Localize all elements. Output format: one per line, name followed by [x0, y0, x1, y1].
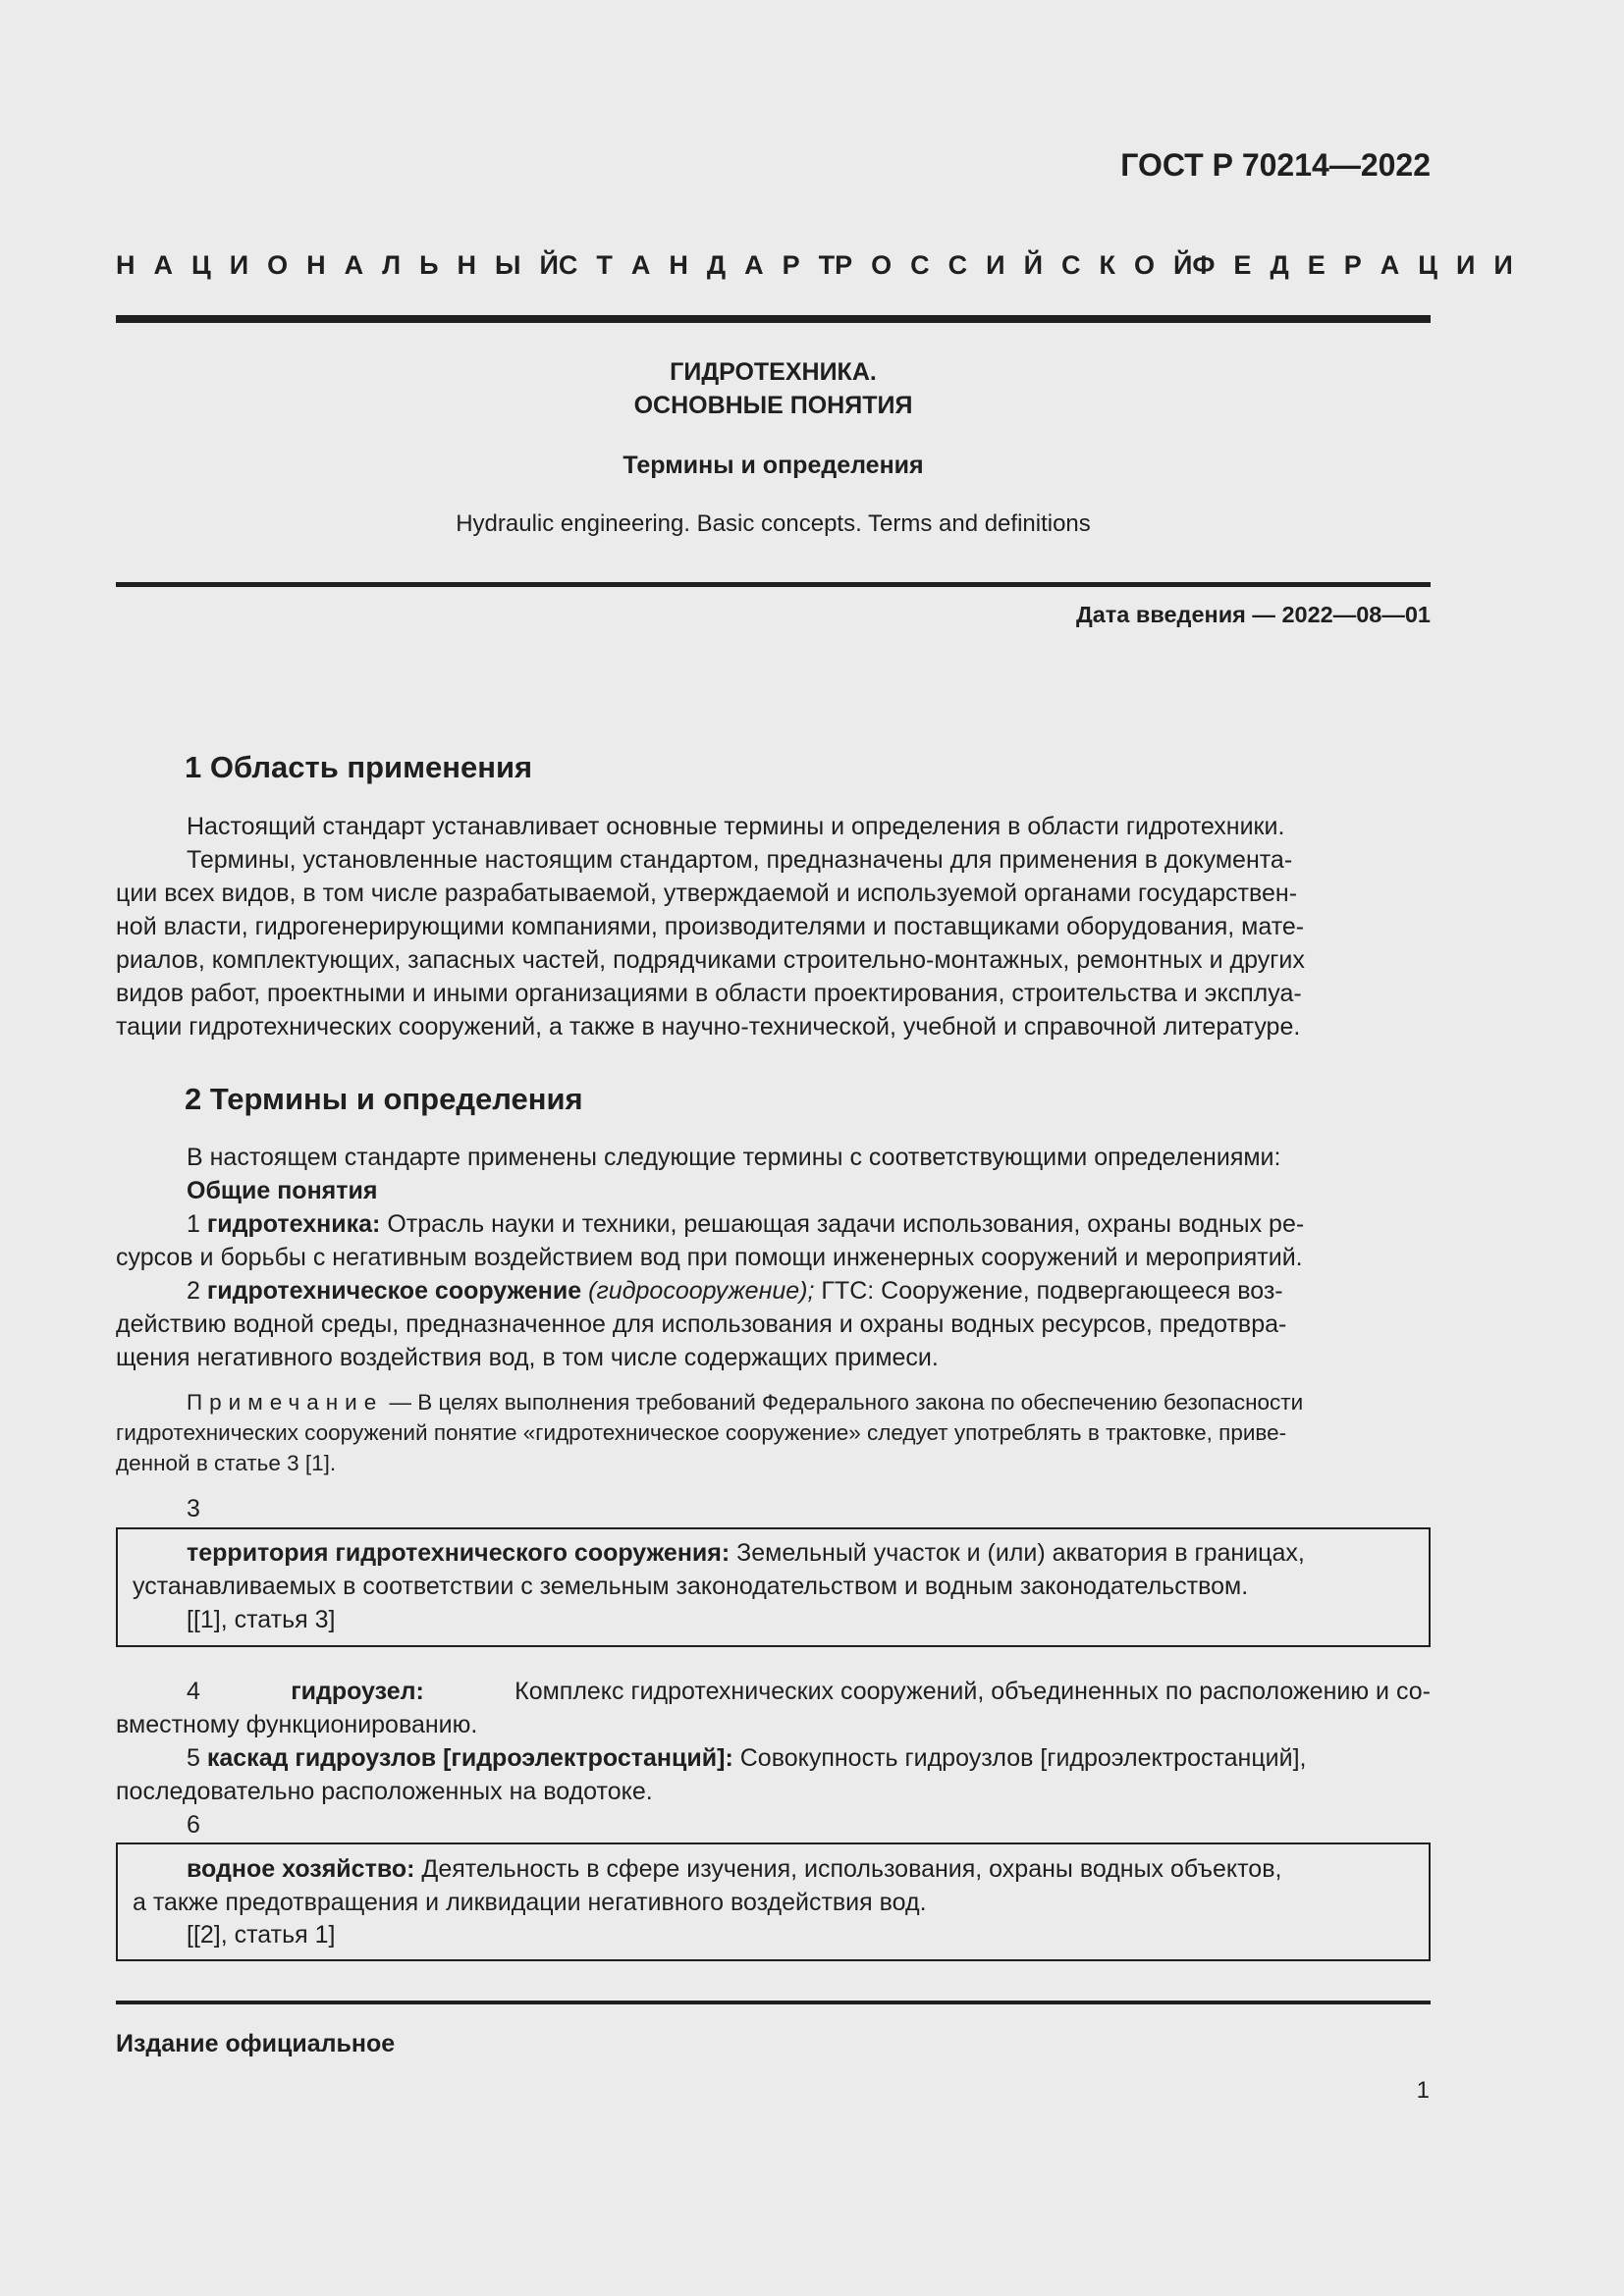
term-definition: Земельный участок и (или) акватория в границах,	[736, 1539, 1305, 1567]
term-6-line-2: а также предотвращения и ликвидации негативного воздействия вод.	[133, 1889, 927, 1916]
banner-letter: С	[910, 250, 930, 280]
banner-word	[1192, 250, 1512, 281]
banner-word	[835, 250, 1192, 281]
banner-letter: Т	[818, 250, 836, 280]
document-code: ГОСТ Р 70214—2022	[1120, 147, 1431, 183]
term-2-line-1	[187, 1274, 1283, 1308]
banner-letter: И	[986, 250, 1005, 280]
term-name: водное хозяйство:	[187, 1855, 415, 1883]
banner-letter: Ц	[1418, 250, 1437, 280]
title-line-1: ГИДРОТЕХНИКА.	[670, 358, 877, 386]
banner-letter: Р	[835, 250, 853, 280]
english-title: Hydraulic engineering. Basic concepts. Terms and definitions	[456, 510, 1091, 537]
banner-letter: С	[1060, 250, 1081, 280]
page-number: 1	[1416, 2077, 1430, 2104]
banner-letter: Ы	[495, 250, 521, 280]
section-1-line: ной власти, гидрогенерирующими компаниями, производителями и поставщиками оборудования, мате-	[116, 913, 1305, 940]
term-number: 4	[187, 1678, 200, 1705]
banner-letter: И	[229, 250, 249, 280]
banner-letter: Й	[1023, 250, 1043, 280]
term-3-line-1	[187, 1536, 1305, 1570]
banner-letter: Ц	[191, 250, 211, 280]
line-text: Термины, установленные настоящим стандартом, предназначены для применения в документа-	[187, 846, 1293, 874]
document-title	[116, 355, 1431, 422]
banner-letter: Й	[1172, 250, 1193, 280]
banner-letter: Л	[382, 250, 402, 280]
term-3-number: 3	[187, 1495, 200, 1522]
banner-letter: А	[344, 250, 364, 280]
national-standard-banner	[116, 250, 1513, 281]
section-2-heading: 2 Термины и определения	[185, 1082, 583, 1116]
section-2-intro: В настоящем стандарте применены следующие термины с соответствующими определениями:	[187, 1144, 1281, 1171]
section-1-line: видов работ, проектными и иными организациями в области проектирования, строительства и эксплуа-	[116, 980, 1302, 1007]
banner-letter: Т	[596, 250, 613, 280]
banner-letter: Ф	[1192, 250, 1216, 280]
banner-letter: Р	[782, 250, 800, 280]
term-1-line-2: сурсов и борьбы с негативным воздействием вод при помощи инженерных сооружений и мероприятий.	[116, 1244, 1303, 1271]
banner-word	[559, 250, 835, 281]
note-line-3: денной в статье 3 [1].	[116, 1451, 337, 1475]
section-1-line	[187, 843, 1431, 877]
title-bottom-rule	[116, 582, 1431, 587]
banner-letter: И	[1493, 250, 1513, 280]
banner-letter: А	[153, 250, 173, 280]
introduction-date: Дата введения — 2022—08—01	[1075, 602, 1431, 627]
term-number: 5	[187, 1744, 200, 1772]
banner-letter: А	[630, 250, 651, 280]
term-name: территория гидротехнического сооружения:	[187, 1539, 731, 1567]
banner-letter: Д	[1270, 250, 1289, 280]
note-label: Примечание	[187, 1390, 384, 1415]
group-heading: Общие понятия	[187, 1177, 378, 1204]
term-definition: Совокупность гидроузлов [гидроэлектростанций],	[739, 1744, 1307, 1772]
term-2-line-2: действию водной среды, предназначенное для использования и охраны водных ресурсов, предотвра-	[116, 1310, 1287, 1338]
note-line-1	[187, 1387, 1303, 1417]
banner-letter: Н	[116, 250, 135, 280]
top-thick-rule	[116, 315, 1431, 323]
banner-letter: А	[744, 250, 764, 280]
term-name: каскад гидроузлов [гидроэлектростанций]:	[206, 1744, 733, 1772]
official-edition-label: Издание официальное	[116, 2030, 396, 2057]
term-name: гидроузел:	[291, 1678, 424, 1705]
term-6-number: 6	[187, 1811, 200, 1839]
section-1-line: ции всех видов, в том числе разрабатываемой, утверждаемой и используемой органами государствен-	[116, 880, 1298, 907]
banner-letter: Е	[1307, 250, 1326, 280]
term-6-source: [[2], статья 1]	[187, 1921, 336, 1949]
banner-letter: С	[947, 250, 968, 280]
banner-letter: С	[558, 250, 578, 280]
banner-word	[116, 250, 559, 281]
banner-letter: О	[1133, 250, 1155, 280]
banner-letter: Е	[1233, 250, 1252, 280]
section-1-line: Настоящий стандарт устанавливает основные термины и определения в области гидротехники.	[187, 813, 1285, 840]
banner-letter: И	[1455, 250, 1476, 280]
document-subtitle: Термины и определения	[623, 452, 924, 479]
term-5-line-2: последовательно расположенных на водотоке.	[116, 1778, 653, 1805]
section-1-line: тации гидротехнических сооружений, а также в научно-технической, учебной и справочной литературе.	[116, 1013, 1301, 1041]
note-text: — В целях выполнения требований Федерального закона по обеспечению безопасности	[383, 1390, 1304, 1415]
note-line-2: гидротехнических сооружений понятие «гидротехническое сооружение» следует употреблять в трактовке, приве-	[116, 1420, 1287, 1445]
banner-letter: К	[1099, 250, 1115, 280]
term-number: 2	[187, 1277, 200, 1305]
term-definition: ГТС: Сооружение, подвергающееся воз-	[821, 1277, 1283, 1305]
term-definition: Комплекс гидротехнических сооружений, объединенных по расположению и со-	[514, 1678, 1431, 1705]
term-2-line-3: щения негативного воздействия вод, в том числе содержащих примеси.	[116, 1344, 939, 1371]
term-3-line-2: устанавливаемых в соответствии с земельным законодательством и водным законодательством.	[133, 1573, 1249, 1600]
banner-letter: Н	[306, 250, 326, 280]
term-number: 1	[187, 1210, 200, 1238]
banner-letter: Н	[457, 250, 477, 280]
banner-letter: Ь	[419, 250, 439, 280]
banner-letter: Й	[539, 250, 559, 280]
banner-letter: А	[1380, 250, 1400, 280]
term-4-line-1	[187, 1675, 1431, 1708]
banner-letter: Д	[706, 250, 727, 280]
banner-letter: Н	[669, 250, 688, 280]
term-definition: Деятельность в сфере изучения, использования, охраны водных объектов,	[421, 1855, 1282, 1883]
banner-letter: Р	[1343, 250, 1362, 280]
term-1-line-1	[187, 1207, 1304, 1241]
term-3-source: [[1], статья 3]	[187, 1606, 336, 1633]
banner-letter: О	[871, 250, 893, 280]
term-synonym: (гидросооружение);	[588, 1277, 815, 1305]
term-name: гидротехническое сооружение	[206, 1277, 582, 1305]
footer-rule	[116, 2001, 1431, 2004]
term-5-line-1	[187, 1741, 1307, 1775]
title-line-2: ОСНОВНЫЕ ПОНЯТИЯ	[633, 392, 913, 419]
banner-letter: О	[267, 250, 289, 280]
term-4-line-2: вместному функционированию.	[116, 1711, 478, 1738]
term-name: гидротехника:	[206, 1210, 381, 1238]
term-definition: Отрасль науки и техники, решающая задачи использования, охраны водных ре-	[387, 1210, 1305, 1238]
section-1-heading: 1 Область применения	[185, 750, 533, 784]
term-6-line-1	[187, 1852, 1281, 1886]
section-1-line: риалов, комплектующих, запасных частей, подрядчиками строительно-монтажных, ремонтных и других	[116, 946, 1305, 974]
